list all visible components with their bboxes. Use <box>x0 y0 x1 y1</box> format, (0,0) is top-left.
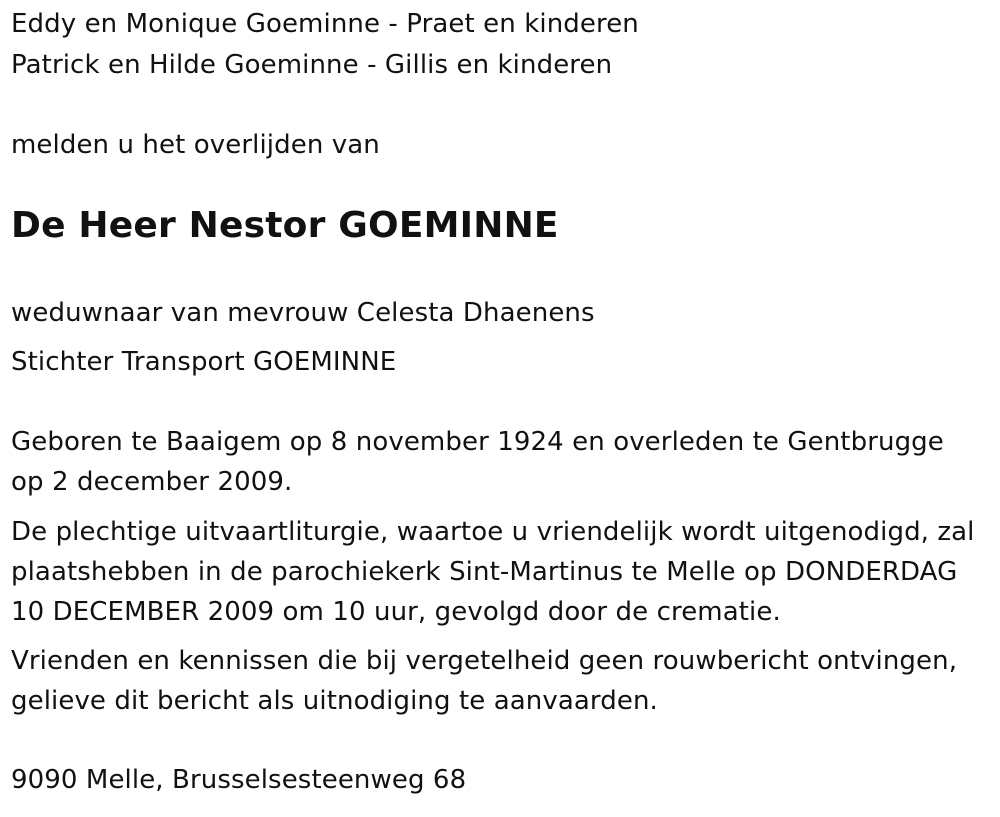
notice-line: gelieve dit bericht als uitnodiging te aanvaarden. <box>11 686 658 716</box>
birth-death-line: op 2 december 2009. <box>11 467 293 497</box>
deceased-name: De Heer Nestor GOEMINNE <box>11 205 559 246</box>
funeral-line: plaatshebben in de parochiekerk Sint-Martinus te Melle op DONDERDAG <box>11 557 958 587</box>
funeral-line: De plechtige uitvaartliturgie, waartoe u vriendelijk wordt uitgenodigd, zal <box>11 517 975 547</box>
birth-death-line: Geboren te Baaigem op 8 november 1924 en overleden te Gentbrugge <box>11 427 944 457</box>
announcer-line: Eddy en Monique Goeminne - Praet en kinderen <box>11 9 639 39</box>
announcer-line: Patrick en Hilde Goeminne - Gillis en kinderen <box>11 50 613 80</box>
description-line: Stichter Transport GOEMINNE <box>11 347 397 377</box>
funeral-line: 10 DECEMBER 2009 om 10 uur, gevolgd door de crematie. <box>11 597 781 627</box>
address-text: 9090 Melle, Brusselsesteenweg 68 <box>11 765 467 795</box>
intro-text: melden u het overlijden van <box>11 130 380 160</box>
description-line: weduwnaar van mevrouw Celesta Dhaenens <box>11 298 595 328</box>
notice-line: Vrienden en kennissen die bij vergetelheid geen rouwbericht ontvingen, <box>11 646 958 676</box>
